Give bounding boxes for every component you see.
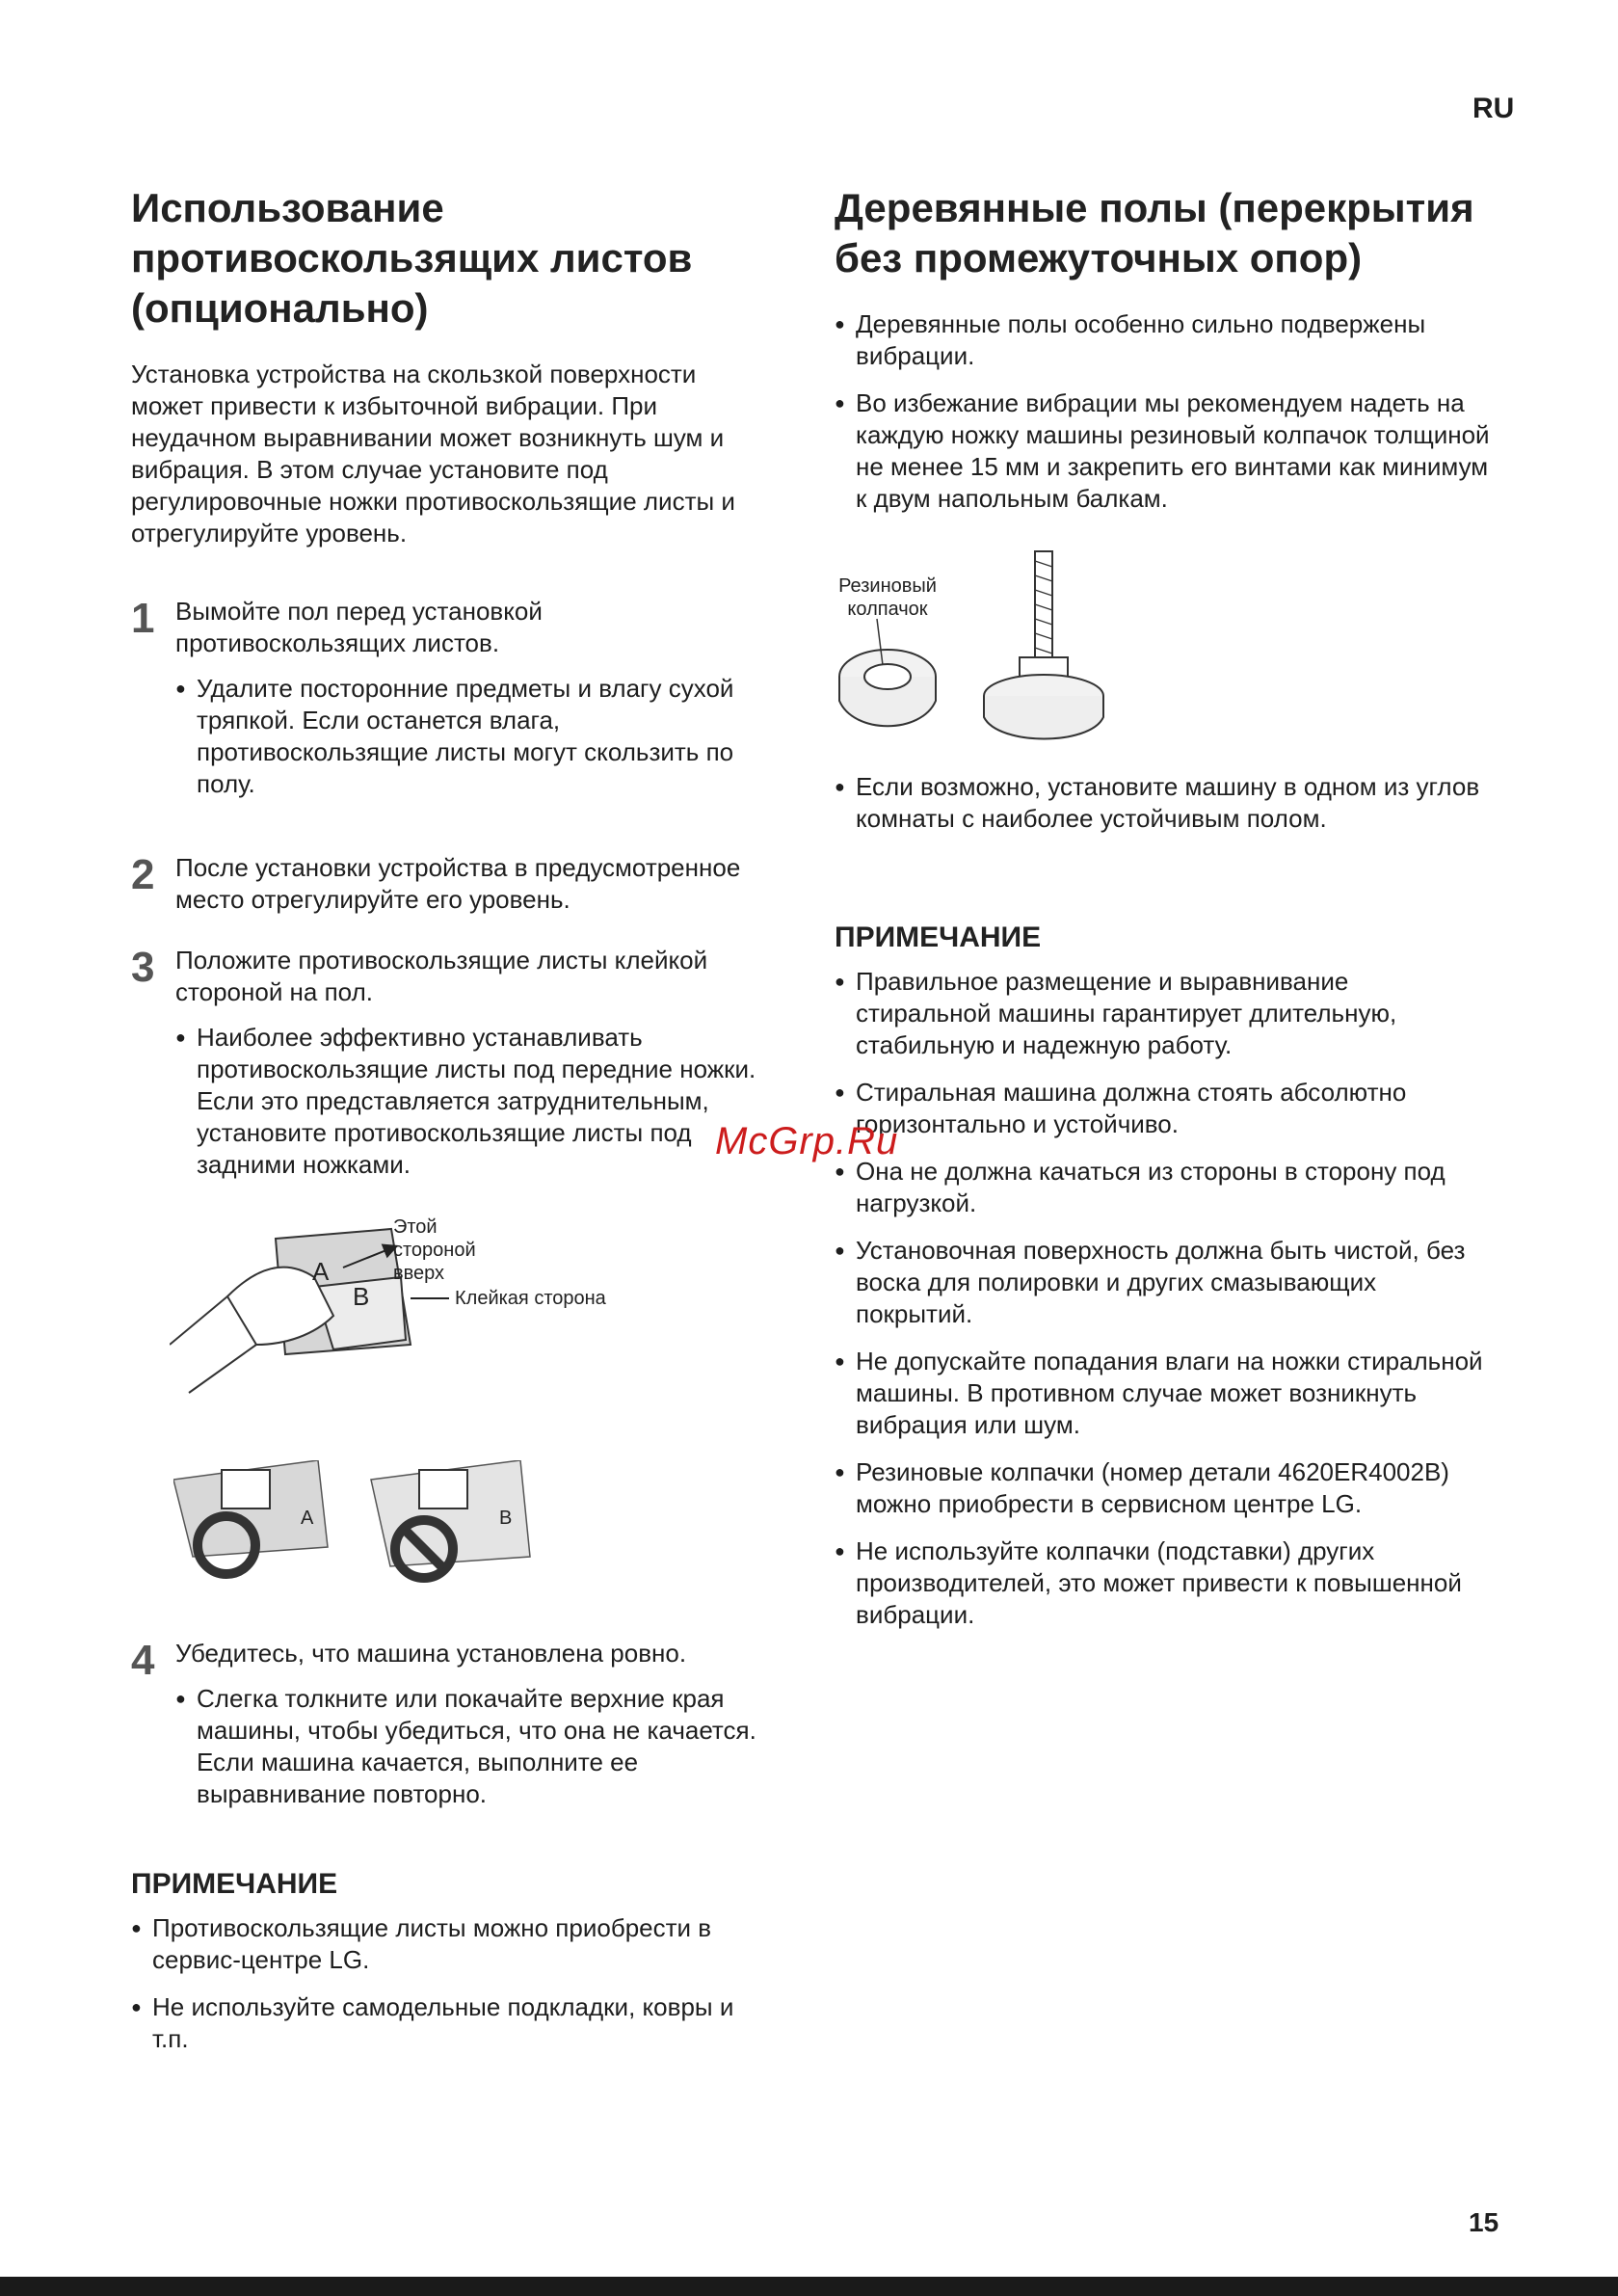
placement-illustration-icon: [173, 1460, 559, 1605]
watermark: McGrp.Ru: [715, 1120, 899, 1162]
placement-label-b: B: [499, 1508, 513, 1529]
page-number: 15: [1469, 2207, 1499, 2237]
wood-floor-bullet: ● Если возможно, установите машину в одном из углов комнаты с наиболее устойчивым полом.: [835, 771, 1490, 835]
step-number: 4: [131, 1637, 155, 1684]
step-bullet: ● Удалите посторонние предметы и влагу сухой тряпкой. Если останется влага, противоскользящие листы могут скользить по полу.: [175, 673, 767, 800]
note-item: ● Она не должна качаться из стороны в сторону под нагрузкой.: [835, 1156, 1490, 1219]
note-item: ● Стиральная машина должна стоять абсолютно горизонтально и устойчиво.: [835, 1077, 1490, 1140]
figure-label-adhesive: Клейкая сторона: [455, 1288, 606, 1309]
note-item: ● Правильное размещение и выравнивание стиральной машины гарантирует длительную, стабильную и надежную работу.: [835, 966, 1490, 1061]
step-text: Вымойте пол перед установкой противоскользящих листов.: [175, 597, 543, 657]
step-number: 2: [131, 851, 155, 898]
placement-figure: [173, 1460, 767, 1605]
note-item: ● Не используйте самодельные подкладки, ковры и т.п.: [131, 1991, 767, 2055]
left-section-title: Использование противоскользящих листов (опционально): [131, 185, 693, 331]
rubber-cap-icon: [835, 532, 1181, 754]
step-3: [131, 945, 767, 1181]
note-item: ● Резиновые колпачки (номер детали 4620ER4002B) можно приобрести в сервисном центре LG.: [835, 1456, 1490, 1520]
figure-label-a: A: [312, 1257, 330, 1286]
right-section-title: Деревянные полы (перекрытия без промежуточных опор): [835, 185, 1474, 280]
step-bullet: ● Слегка толкните или покачайте верхние края машины, чтобы убедиться, что она не качается. Если машина качается, выполните ее выравнивание повторно.: [175, 1683, 767, 1810]
language-label: RU: [1472, 93, 1515, 124]
note-item: ● Не допускайте попадания влаги на ножки стиральной машины. В противном случае может возникнуть вибрация или шум.: [835, 1346, 1490, 1441]
step-number: 1: [131, 595, 155, 642]
left-column: [131, 183, 767, 2070]
wood-floor-bullet: ● Во избежание вибрации мы рекомендуем надеть на каждую ножку машины резиновый колпачок толщиной не менее 15 мм и закрепить его винтами как минимум к двум напольным балкам.: [835, 387, 1490, 515]
step-1: [131, 596, 767, 800]
wood-floor-bullet: ● Деревянные полы особенно сильно подвержены вибрации.: [835, 308, 1490, 372]
note-item: ● Установочная поверхность должна быть чистой, без воска для полировки и других смазывающих покрытий.: [835, 1235, 1490, 1330]
note-item: ● Противоскользящие листы можно приобрести в сервис-центре LG.: [131, 1912, 767, 1976]
right-column: [835, 183, 1490, 1646]
rubber-cap-label: Резиновый колпачок: [838, 575, 937, 620]
step-text: Убедитесь, что машина установлена ровно.: [175, 1639, 687, 1668]
note-item: ● Не используйте колпачки (подставки) других производителей, это может привести к повышенной вибрации.: [835, 1535, 1490, 1631]
note-heading: ПРИМЕЧАНИЕ: [835, 921, 1042, 953]
note-heading: ПРИМЕЧАНИЕ: [131, 1868, 338, 1900]
left-note: [131, 1868, 767, 2055]
figure-label-up: Этой стороной вверх: [393, 1216, 476, 1284]
antislip-sheet-figure: [170, 1210, 767, 1402]
figure-label-b: B: [353, 1282, 370, 1311]
right-note: [835, 921, 1490, 1631]
left-intro: Установка устройства на скользкой поверхности может привести к избыточной вибрации. При неудачном выравнивании может возникнуть шум и вибрация. В этом случае установите под регулировочные ножки противоскользящие листы и отрегулируйте уровень.: [131, 360, 735, 547]
rubber-cap-figure: [835, 532, 1490, 754]
bottom-rule: [0, 2277, 1618, 2296]
step-text: После установки устройства в предусмотренное место отрегулируйте его уровень.: [175, 853, 741, 914]
step-2: [131, 852, 767, 916]
step-text: Положите противоскользящие листы клейкой стороной на пол.: [175, 946, 708, 1006]
step-4: [131, 1638, 767, 1810]
step-bullet: ● Наиболее эффективно устанавливать противоскользящие листы под передние ножки. Если это представляется затруднительным, установите противоскользящие листы под задними ножками.: [175, 1022, 767, 1181]
step-number: 3: [131, 944, 155, 991]
placement-label-a: A: [301, 1508, 314, 1529]
